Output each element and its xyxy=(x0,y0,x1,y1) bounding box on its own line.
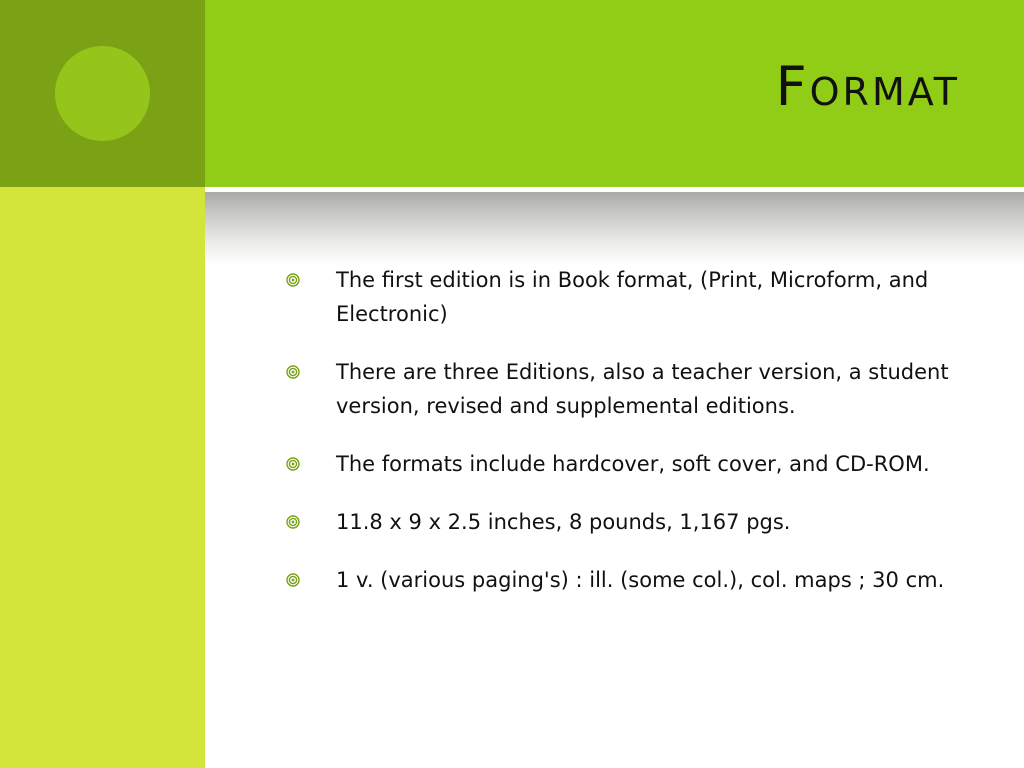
target-circle-icon xyxy=(286,273,300,287)
title-band xyxy=(205,0,1024,187)
bullet-item xyxy=(286,505,966,539)
bullet-item xyxy=(286,447,966,481)
bullet-text: 11.8 x 9 x 2.5 inches, 8 pounds, 1,167 pgs. xyxy=(336,510,791,534)
title-shadow xyxy=(205,192,1024,266)
target-circle-icon xyxy=(286,515,300,529)
bullet-text: The first edition is in Book format, (Print, Microform, and Electronic) xyxy=(336,268,929,326)
target-circle-icon xyxy=(286,573,300,587)
bullet-list xyxy=(286,263,966,621)
bullet-text: 1 v. (various paging's) : ill. (some col.), col. maps ; 30 cm. xyxy=(336,568,945,592)
bullet-item xyxy=(286,563,966,597)
target-circle-icon xyxy=(286,457,300,471)
bullet-text: The formats include hardcover, soft cover, and CD-ROM. xyxy=(336,452,930,476)
bullet-text: There are three Editions, also a teacher version, a student version, revised and supplemental editions. xyxy=(336,360,949,418)
slide-title: Format xyxy=(775,55,960,118)
target-circle-icon xyxy=(286,365,300,379)
left-accent-top xyxy=(0,0,205,187)
bullet-item xyxy=(286,263,966,331)
decorative-circle xyxy=(55,46,150,141)
bullet-item xyxy=(286,355,966,423)
left-accent-bottom xyxy=(0,187,205,768)
